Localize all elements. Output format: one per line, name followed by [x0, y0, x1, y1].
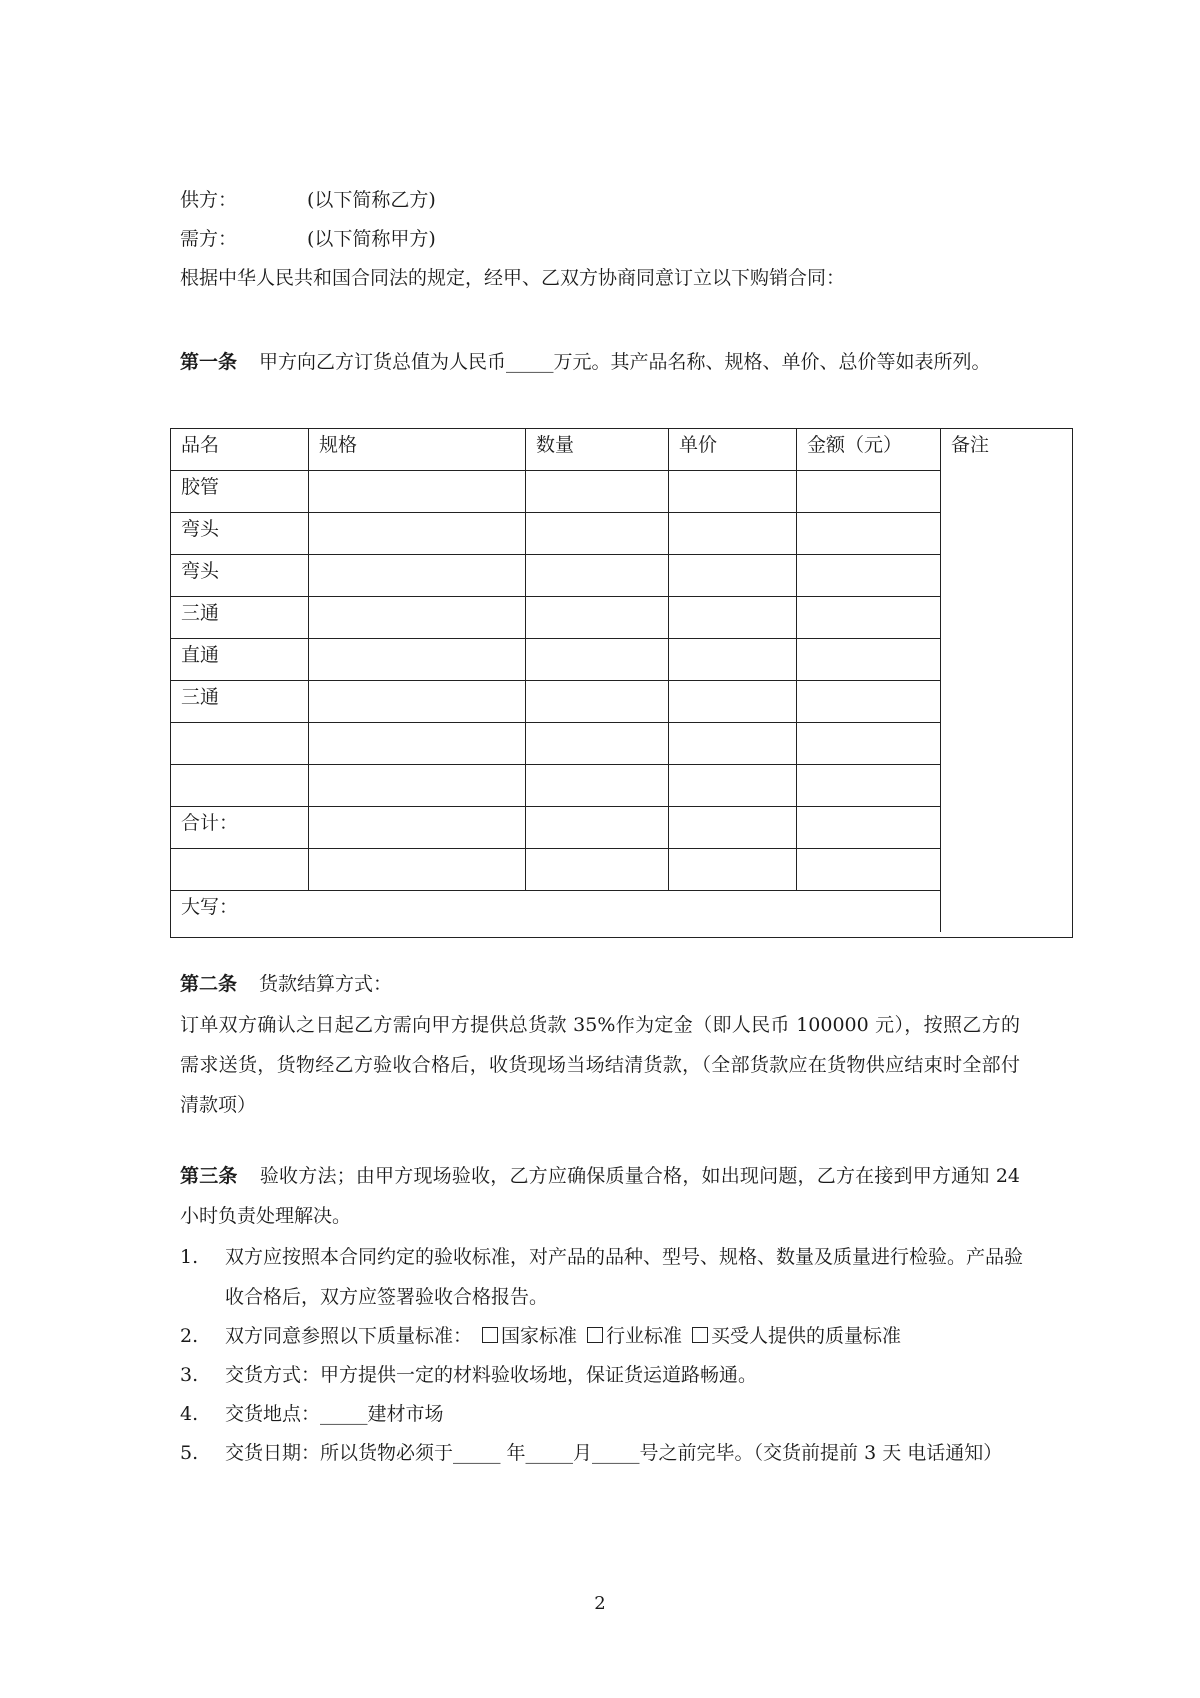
product-table — [170, 428, 1073, 938]
table-cell — [308, 638, 525, 680]
table-cell — [668, 806, 796, 848]
product-name-cell: 弯头 — [170, 512, 308, 554]
list-number: 3. — [180, 1364, 199, 1386]
option-label: 国家标准 — [501, 1325, 578, 1347]
table-cell — [668, 848, 796, 890]
product-name-cell: 弯头 — [170, 554, 308, 596]
table-cell — [525, 470, 668, 512]
table-cell — [525, 554, 668, 596]
list-item-text: 交货地点：_____建材市场 — [225, 1403, 444, 1425]
table-cell — [525, 764, 668, 806]
article-3-text: 验收方法；由甲方现场验收，乙方应确保质量合格，如出现问题，乙方在接到甲方通知 24 小时负责处理解决。 — [180, 1165, 1020, 1227]
table-cell — [525, 848, 668, 890]
table-cell — [308, 554, 525, 596]
list-number: 5. — [180, 1442, 199, 1464]
table-cell — [668, 722, 796, 764]
table-cell — [796, 806, 940, 848]
article-1 — [180, 342, 1020, 382]
article-2-title: 第二条 — [180, 973, 238, 995]
option-label: 行业标准 — [606, 1325, 683, 1347]
table-cell — [668, 596, 796, 638]
table-cell — [668, 764, 796, 806]
article-1-text: 甲方向乙方订货总值为人民币_____万元。其产品名称、规格、单价、总价等如表所列。 — [259, 351, 991, 373]
product-name-cell — [170, 722, 308, 764]
product-name-cell — [170, 764, 308, 806]
table-header-cell: 品名 — [170, 428, 308, 470]
product-name-cell: 胶管 — [170, 470, 308, 512]
article-1-title: 第一条 — [180, 351, 238, 373]
table-cell — [525, 638, 668, 680]
table-cell — [525, 806, 668, 848]
uppercase-amount-cell: 大写： — [170, 890, 940, 932]
table-cell — [525, 512, 668, 554]
intro-text: 根据中华人民共和国合同法的规定，经甲、乙双方协商同意订立以下购销合同： — [180, 267, 846, 289]
total-label-cell: 合计： — [170, 806, 308, 848]
checkbox-buyer-standard[interactable] — [692, 1327, 708, 1343]
article-3-title: 第三条 — [180, 1165, 238, 1187]
table-cell — [525, 680, 668, 722]
option-label: 买受人提供的质量标准 — [711, 1325, 902, 1347]
table-cell — [796, 848, 940, 890]
checkbox-national[interactable] — [482, 1327, 498, 1343]
list-number: 1. — [180, 1246, 199, 1268]
table-cell — [308, 680, 525, 722]
table-cell — [308, 764, 525, 806]
supplier-line — [180, 186, 436, 214]
article-3 — [180, 1156, 1020, 1236]
list-number: 4. — [180, 1403, 199, 1425]
buyer-line — [180, 225, 436, 253]
list-item-quality — [225, 1316, 1025, 1356]
remarks-column: 备注 — [940, 428, 1073, 932]
buyer-note: (以下简称甲方) — [307, 228, 436, 250]
article-2-text: 订单双方确认之日起乙方需向甲方提供总货款 35%作为定金（即人民币 100000 元），按照乙方的需求送货，货物经乙方验收合格后，收货现场当场结清货款，（全部货款应在货物供应结束时全部付清款项） — [180, 1014, 1020, 1116]
list-item-text: 双方同意参照以下质量标准： — [225, 1325, 473, 1347]
buyer-label: 需方： — [180, 228, 238, 250]
table-header-cell: 数量 — [525, 428, 668, 470]
table-header-cell: 规格 — [308, 428, 525, 470]
table-cell — [796, 596, 940, 638]
product-name-cell: 三通 — [170, 596, 308, 638]
table-cell — [308, 512, 525, 554]
table-cell — [796, 680, 940, 722]
supplier-note: (以下简称乙方) — [307, 189, 436, 211]
table-header-cell: 单价 — [668, 428, 796, 470]
table-cell — [796, 764, 940, 806]
article-2-heading-line — [180, 970, 392, 998]
table-cell — [796, 554, 940, 596]
table-cell — [796, 512, 940, 554]
table-cell — [308, 848, 525, 890]
table-header-cell: 金额（元） — [796, 428, 940, 470]
table-cell — [170, 848, 308, 890]
product-name-cell: 直通 — [170, 638, 308, 680]
table-cell — [525, 722, 668, 764]
table-cell — [668, 470, 796, 512]
checkbox-industry[interactable] — [587, 1327, 603, 1343]
table-cell — [668, 638, 796, 680]
page-number: 2 — [594, 1593, 606, 1614]
table-cell — [525, 596, 668, 638]
table-cell — [308, 596, 525, 638]
table-cell — [308, 470, 525, 512]
table-cell — [796, 470, 940, 512]
table-cell — [308, 722, 525, 764]
table-cell — [796, 638, 940, 680]
list-item-text: 交货方式：甲方提供一定的材料验收场地，保证货运道路畅通。 — [225, 1364, 758, 1386]
article-2-heading: 货款结算方式： — [259, 973, 393, 995]
table-cell — [668, 680, 796, 722]
list-number: 2. — [180, 1325, 199, 1347]
table-cell — [796, 722, 940, 764]
table-cell — [668, 554, 796, 596]
table-cell — [308, 806, 525, 848]
supplier-label: 供方： — [180, 189, 238, 211]
list-item-text: 双方应按照本合同约定的验收标准，对产品的品种、型号、规格、数量及质量进行检验。产品验收合格后，双方应签署验收合格报告。 — [225, 1246, 1024, 1308]
table-cell — [668, 512, 796, 554]
product-name-cell: 三通 — [170, 680, 308, 722]
list-item-text: 交货日期：所以货物必须于_____ 年_____月_____号之前完毕。（交货前提前 3 天 电话通知） — [225, 1442, 1003, 1464]
